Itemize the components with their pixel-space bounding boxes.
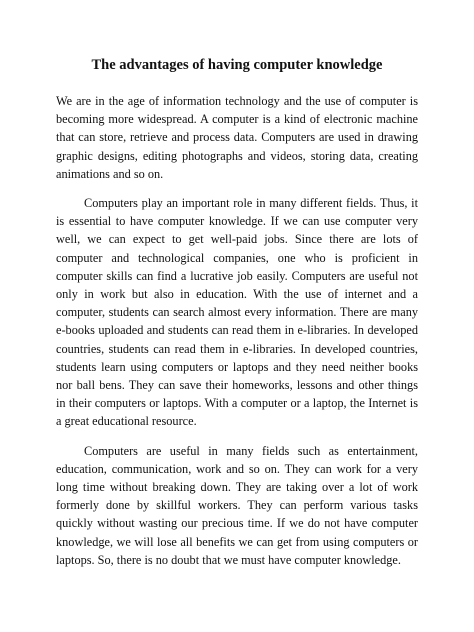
document-title: The advantages of having computer knowledge (91, 57, 383, 73)
document-body (56, 92, 418, 569)
paragraph-3: Computers are useful in many fields such as entertainment, education, communication, work and so on. They can work for a very long time without breaking down. They are taking over a lot of work formerly done by skillful workers. They can perform various tasks quickly without wasting our precious time. If we do not have computer knowledge, we will lose all benefits we can get from using computers or laptops. So, there is no doubt that we must have computer knowledge. (56, 443, 418, 567)
paragraph-1: We are in the age of information technology and the use of computer is becoming more widespread. A computer is a kind of electronic machine that can store, retrieve and process data. Computers are used in drawing graphic designs, editing photographs and videos, storing data, creating animations and so on. (56, 94, 418, 181)
paragraph-2: Computers play an important role in many different fields. Thus, it is essential to have computer knowledge. If we can use computer very well, we can expect to get well-paid jobs. Since there are lots of computer and technological companies, one who is proficient in computer skills can find a lucrative job easily. Computers are useful not only in work but also in education. With the use of internet and a computer, students can search almost every information. There are many e-books uploaded and students can read them in e-libraries. In developed countries, students can read them in e-libraries. In developed countries, students learn using computers or laptops and they need neither books nor ball bens. They can save their homeworks, lessons and other things in their computers or laptops. With a computer or a laptop, the Internet is a great educational resource. (56, 196, 418, 429)
